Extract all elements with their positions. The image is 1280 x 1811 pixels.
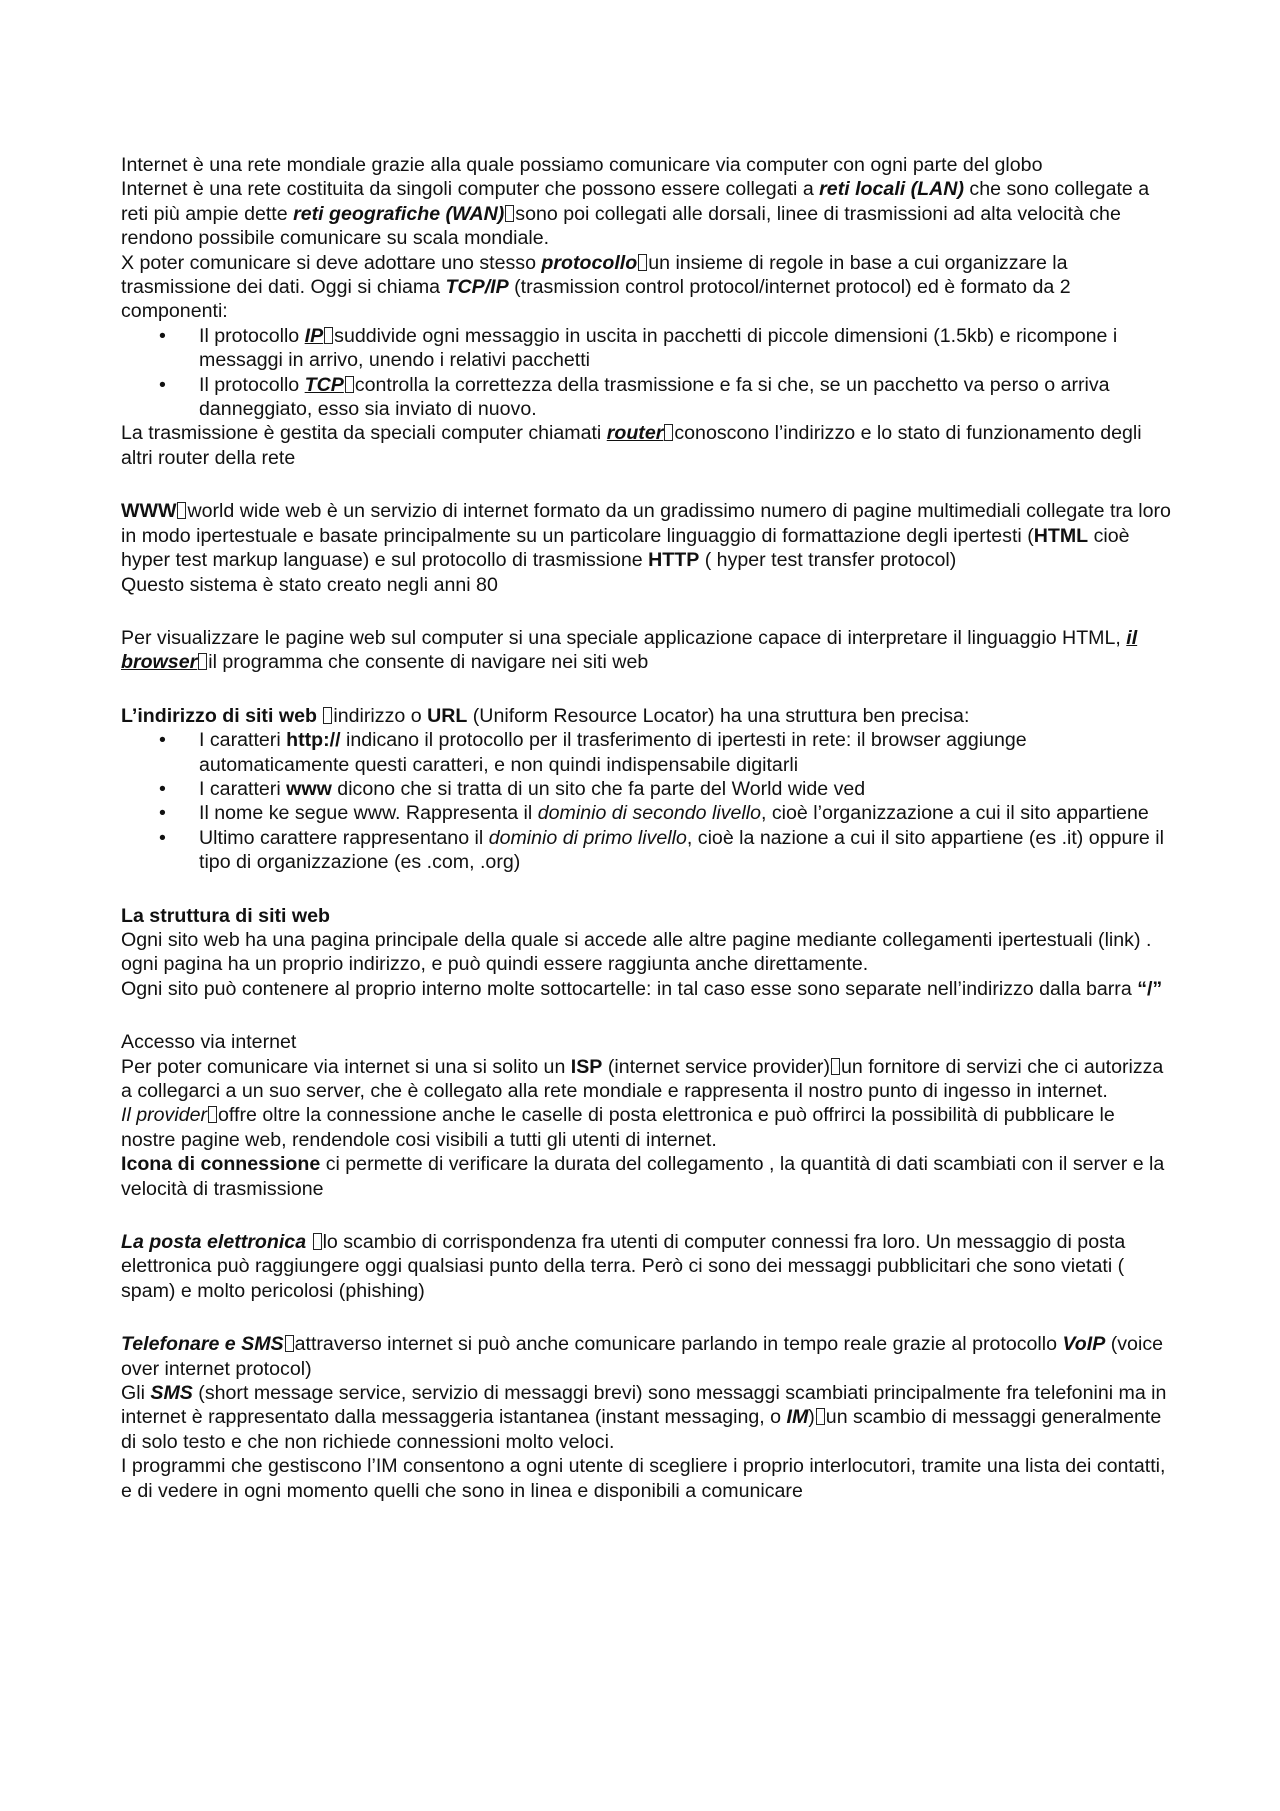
- router-paragraph: La trasmissione è gestita da speciali computer chiamati router conoscono l’indirizzo e lo stato di funzionamento degli altri router della rete: [121, 422, 1142, 469]
- term-http: HTTP: [648, 549, 700, 572]
- missing-glyph-icon: [324, 327, 333, 344]
- structure-heading: La struttura di siti web: [121, 904, 331, 927]
- term-telefonare: Telefonare e SMS: [121, 1333, 284, 1356]
- missing-glyph-icon: [208, 1106, 217, 1123]
- missing-glyph-icon: [831, 1058, 840, 1075]
- list-item: • Il protocollo TCP controlla la correttezza della trasmissione e fa si che, se un pacchetto va perso o arriva danneggiato, esso sia inviato di nuovo.: [121, 373, 1171, 422]
- access-paragraph-1: Per poter comunicare via internet si una si solito un ISP (internet service provider) un fornitore di servizi che ci autorizza a collegarci a un suo server, che è collegato alla rete mondiale e rappresenta il nostro punto di ingesso in internet.: [121, 1055, 1164, 1102]
- term-voip: VoIP: [1062, 1333, 1106, 1356]
- missing-glyph-icon: [505, 205, 514, 222]
- protocol-paragraph: X poter comunicare si deve adottare uno stesso protocollo un insieme di regole in base a cui organizzare la trasmissione dei dati. Oggi si chiama TCP/IP (trasmission control protocol/internet protocol) ed è formato da 2 componenti:: [121, 251, 1071, 323]
- missing-glyph-icon: [638, 254, 647, 271]
- missing-glyph-icon: [313, 1233, 322, 1250]
- document-body: [121, 153, 1171, 1503]
- missing-glyph-icon: [177, 502, 186, 519]
- missing-glyph-icon: [664, 424, 673, 441]
- missing-glyph-icon: [198, 653, 207, 670]
- email-paragraph: La posta elettronica lo scambio di corrispondenza fra utenti di computer connessi fra loro. Un messaggio di posta elettronica può raggiungere oggi qualsiasi punto della terra. Però ci sono dei messaggi pubblicitari che sono vietati ( spam) e molto pericolosi (phishing): [121, 1231, 1126, 1302]
- phone-paragraph: Telefonare e SMS attraverso internet si può anche comunicare parlando in tempo reale grazie al protocollo VoIP (voice over internet protocol): [121, 1333, 1164, 1380]
- missing-glyph-icon: [323, 707, 332, 724]
- term-im: IM: [786, 1406, 809, 1429]
- term-html: HTML: [1033, 524, 1089, 547]
- list-item: • Il nome ke segue www. Rappresenta il dominio di secondo livello, cioè l’organizzazione a cui il sito appartiene: [121, 801, 1171, 825]
- term-provider: Il provider: [121, 1104, 208, 1127]
- intro-line-1: Internet è una rete mondiale grazie alla quale possiamo comunicare via computer con ogni parte del globo: [121, 154, 1043, 176]
- access-paragraph-2: Il provider offre oltre la connessione anche le caselle di posta elettronica e può offrirci la possibilità di pubblicare le nostre pagine web, rendendole cosi visibili a tutti gli utenti di internet.: [121, 1104, 1115, 1151]
- www-created: Questo sistema è stato creato negli anni 80: [121, 573, 498, 596]
- address-heading: L’indirizzo di siti web: [121, 704, 317, 727]
- list-item: • Ultimo carattere rappresentano il dominio di primo livello, cioè la nazione a cui il sito appartiene (es .it) oppure il tipo di organizzazione (es .com, .org): [121, 826, 1171, 875]
- term-url: URL: [427, 704, 468, 727]
- protocol-list: [121, 324, 1171, 422]
- term-ip: IP: [304, 324, 324, 347]
- list-item: • I caratteri http:// indicano il protocollo per il trasferimento di ipertesti in rete: il browser aggiunge automaticamente questi caratteri, e non quindi indispensabile digitarli: [121, 728, 1171, 777]
- list-item: • Il protocollo IP suddivide ogni messaggio in uscita in pacchetti di piccole dimensioni (1.5kb) e ricompone i messaggi in arrivo, unendo i relativi pacchetti: [121, 324, 1171, 373]
- list-item: • I caratteri www dicono che si tratta di un sito che fa parte del World wide ved: [121, 777, 1171, 801]
- www-paragraph: WWW world wide web è un servizio di internet formato da un gradissimo numero di pagine multimediali collegate tra loro in modo ipertestuale e basate principalmente su un particolare linguaggio di formattazione degli ipertesti (HTML cioè hyper test markup languase) e sul protocollo di trasmissione HTTP ( hyper test transfer protocol): [121, 500, 1171, 572]
- structure-paragraph-1: Ogni sito web ha una pagina principale della quale si accede alle altre pagine mediante collegamenti ipertestuali (link) . ogni pagina ha un proprio indirizzo, e può quindi essere raggiunta anche direttamente.: [121, 928, 1152, 976]
- intro-paragraph: Internet è una rete costituita da singoli computer che possono essere collegati a reti locali (LAN) che sono collegate a reti più ampie dette reti geografiche (WAN) sono poi collegati alle dorsali, linee di trasmissioni ad alta velocità che rendono possibile comunicare su scala mondiale.: [121, 178, 1150, 250]
- term-isp: ISP: [570, 1055, 603, 1078]
- term-browser: il browser: [121, 626, 1138, 674]
- term-posta: La posta elettronica: [121, 1231, 307, 1254]
- term-tcpip: TCP/IP: [445, 276, 509, 299]
- missing-glyph-icon: [816, 1408, 825, 1425]
- term-icona: Icona di connessione: [121, 1153, 321, 1176]
- missing-glyph-icon: [345, 376, 354, 393]
- access-paragraph-3: Icona di connessione ci permette di verificare la durata del collegamento , la quantità di dati scambiati con il server e la velocità di trasmissione: [121, 1153, 1165, 1200]
- term-wan: reti geografiche (WAN): [293, 202, 505, 225]
- term-tcp: TCP: [304, 373, 344, 396]
- browser-paragraph: Per visualizzare le pagine web sul computer si una speciale applicazione capace di interpretare il linguaggio HTML, il browser il programma che consente di navigare nei siti web: [121, 626, 1138, 674]
- address-list: [121, 728, 1171, 874]
- term-lan: reti locali (LAN): [819, 178, 964, 201]
- sms-paragraph: Gli SMS (short message service, servizio di messaggi brevi) sono messaggi scambiati principalmente fra telefonini ma in internet è rappresentato dalla messaggeria istantanea (instant messaging, o IM) un scambio di messaggi generalmente di solo testo e che non richiede connessioni molto veloci.: [121, 1382, 1167, 1453]
- term-sms: SMS: [150, 1382, 193, 1405]
- term-protocollo: protocollo: [541, 251, 638, 274]
- term-www: WWW: [121, 500, 177, 523]
- structure-paragraph-2: Ogni sito può contenere al proprio interno molte sottocartelle: in tal caso esse sono separate nell’indirizzo dalla barra “/”: [121, 977, 1163, 1000]
- im-paragraph: I programmi che gestiscono l’IM consentono a ogni utente di scegliere i proprio interlocutori, tramite una lista dei contatti, e di vedere in ogni momento quelli che sono in linea e disponibili a comunicare: [121, 1455, 1166, 1502]
- missing-glyph-icon: [285, 1335, 294, 1352]
- address-paragraph: L’indirizzo di siti web indirizzo o URL (Uniform Resource Locator) ha una struttura ben precisa:: [121, 704, 970, 727]
- access-heading: Accesso via internet: [121, 1031, 297, 1054]
- term-router: router: [606, 422, 664, 445]
